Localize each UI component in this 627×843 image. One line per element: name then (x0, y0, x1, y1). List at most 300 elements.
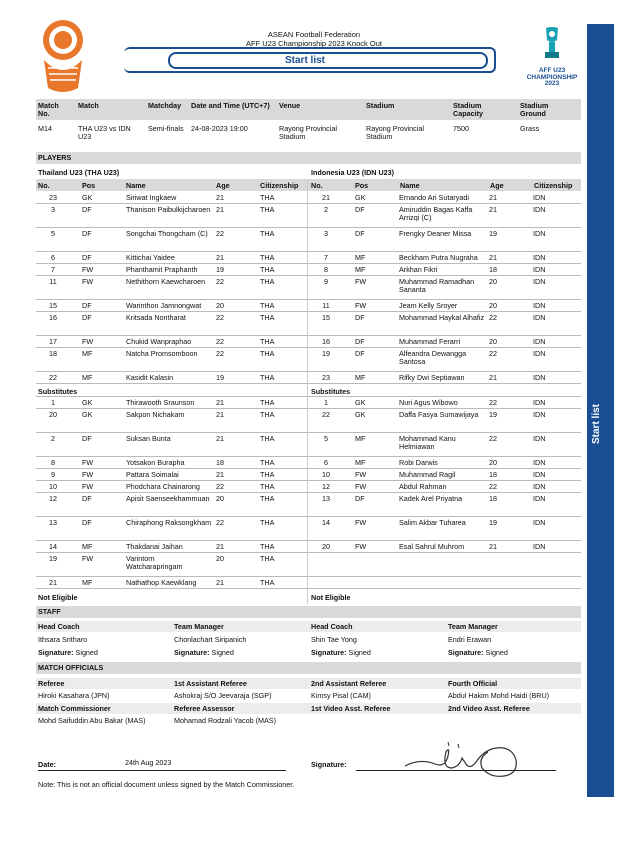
player-no: 8 (324, 265, 328, 274)
player-age: 20 (489, 277, 497, 286)
player-cit: THA (260, 265, 275, 274)
player-name: Frengky Deaner Missa (399, 229, 472, 238)
player-no: 2 (324, 205, 328, 214)
player-no: 11 (322, 301, 330, 310)
player-name: Suksan Bunta (126, 434, 171, 443)
player-cit: THA (260, 253, 275, 262)
var1-label: 1st Video Asst. Referee (311, 704, 391, 713)
side-banner-label: Start list (591, 404, 602, 445)
player-age: 20 (216, 554, 224, 563)
signed-value: Signed (211, 648, 234, 657)
player-age: 21 (216, 542, 224, 551)
b-team-manager-label: Team Manager (448, 622, 498, 631)
player-cit: THA (260, 301, 275, 310)
player-age: 20 (216, 494, 224, 503)
row-divider (36, 311, 581, 312)
player-pos: MF (355, 373, 366, 382)
player-no: 5 (324, 434, 328, 443)
signature-line (356, 770, 556, 771)
a-head-coach-label: Head Coach (38, 622, 80, 631)
staff-header-bar (36, 621, 581, 632)
player-cit: THA (260, 542, 275, 551)
officials-section-bar (36, 662, 581, 674)
player-cit: THA (260, 458, 275, 467)
player-cit: IDN (533, 337, 546, 346)
player-age: 19 (216, 373, 224, 382)
row-divider (36, 396, 581, 397)
player-pos: DF (355, 494, 365, 503)
player-name: Nuri Agus Wibowo (399, 398, 458, 407)
player-age: 18 (216, 458, 224, 467)
val-stadium: Rayong Provincial Stadium (366, 124, 424, 141)
player-age: 21 (489, 373, 497, 382)
col-header-citizenship: Citizenship (260, 181, 299, 190)
player-cit: IDN (533, 458, 546, 467)
player-no: 13 (322, 494, 330, 503)
player-pos: MF (82, 578, 93, 587)
player-age: 21 (216, 253, 224, 262)
player-no: 1 (51, 398, 55, 407)
player-cit: IDN (533, 313, 546, 322)
player-no: 7 (324, 253, 328, 262)
player-age: 20 (489, 337, 497, 346)
player-age: 19 (489, 518, 497, 527)
player-pos: FW (82, 470, 94, 479)
player-no: 20 (322, 542, 330, 551)
player-name: Nethithorn Kaewcharoen (126, 277, 206, 286)
player-age: 22 (489, 313, 497, 322)
player-pos: DF (355, 313, 365, 322)
player-no: 20 (49, 410, 57, 419)
player-no: 22 (322, 410, 330, 419)
team-a-substitutes-label: Substitutes (38, 387, 78, 396)
player-pos: MF (82, 542, 93, 551)
player-age: 21 (489, 205, 497, 214)
commissioner-label: Match Commissioner (38, 704, 111, 713)
player-name: Phanthamit Praphanth (126, 265, 198, 274)
player-age: 18 (489, 265, 497, 274)
player-name: Phodchara Chainarong (126, 482, 200, 491)
player-cit: IDN (533, 205, 546, 214)
player-age: 21 (216, 205, 224, 214)
val-datetime: 24-08-2023 19:00 (191, 124, 248, 133)
logo-line-1: AFF U23 (538, 67, 566, 74)
player-no: 3 (324, 229, 328, 238)
player-cit: THA (260, 205, 275, 214)
player-no: 15 (322, 313, 330, 322)
player-pos: DF (82, 253, 92, 262)
player-age: 21 (216, 434, 224, 443)
player-no: 8 (51, 458, 55, 467)
player-cit: IDN (533, 542, 546, 551)
trophy-icon (524, 26, 580, 66)
player-pos: GK (355, 398, 366, 407)
val-match: THA U23 vs IDN U23 (78, 124, 131, 141)
signature-label: Signature: (448, 648, 484, 657)
player-name: Jeam Kelly Sroyer (399, 301, 458, 310)
player-pos: MF (355, 458, 366, 467)
b-team-manager: Endri Erawan (448, 635, 492, 644)
player-pos: GK (355, 193, 366, 202)
val-matchday: Semi-finals (148, 124, 184, 133)
col-header-citizenship: Citizenship (534, 181, 573, 190)
aff-logo (38, 18, 88, 96)
b-manager-signature (448, 649, 508, 657)
player-age: 22 (216, 337, 224, 346)
b-coach-signature (311, 649, 371, 657)
player-no: 23 (49, 193, 57, 202)
player-name: Siriwat Ingkaew (126, 193, 177, 202)
a-team-manager: Chonlachart Siripanich (174, 635, 247, 644)
player-age: 22 (489, 482, 497, 491)
player-no: 14 (49, 542, 57, 551)
player-pos: DF (355, 229, 365, 238)
player-no: 19 (49, 554, 57, 563)
player-name: Kittichai Yaidee (126, 253, 175, 262)
player-name: Ernando Ari Sutaryadi (399, 193, 469, 202)
player-pos: FW (82, 554, 94, 563)
player-pos: DF (82, 205, 92, 214)
player-no: 2 (51, 434, 55, 443)
player-no: 6 (324, 458, 328, 467)
player-name: Thirawooth Sraunson (126, 398, 195, 407)
player-name: Muhammad Ragil (399, 470, 456, 479)
player-age: 19 (216, 265, 224, 274)
player-name: Yotsakon Burapha (126, 458, 185, 467)
player-cit: IDN (533, 398, 546, 407)
player-pos: DF (82, 518, 92, 527)
a-head-coach: Ithsara Sritharo (38, 635, 88, 644)
header-org-block (200, 30, 428, 48)
ar2-label: 2nd Assistant Referee (311, 679, 387, 688)
assessor: Mohamad Rodzali Yacob (MAS) (174, 716, 276, 725)
date-line (38, 770, 286, 771)
player-cit: THA (260, 277, 275, 286)
col-header-pos: Pos (82, 181, 96, 190)
player-pos: FW (82, 482, 94, 491)
staff-section-bar (36, 606, 581, 618)
player-pos: GK (82, 193, 93, 202)
player-name: Thakdanai Jaihan (126, 542, 183, 551)
date-label: Date: (38, 760, 56, 769)
player-cit: IDN (533, 349, 546, 358)
player-pos: MF (82, 373, 93, 382)
player-no: 19 (322, 349, 330, 358)
val-capacity: 7500 (453, 124, 469, 133)
player-name: Warinthon Jamnongwat (126, 301, 202, 310)
player-age: 22 (216, 277, 224, 286)
player-no: 10 (322, 470, 330, 479)
player-no: 10 (49, 482, 57, 491)
hdr-match: Match (78, 101, 99, 110)
player-age: 19 (489, 229, 497, 238)
player-cit: THA (260, 494, 275, 503)
player-pos: MF (355, 265, 366, 274)
player-cit: THA (260, 578, 275, 587)
player-no: 15 (49, 301, 57, 310)
player-cit: THA (260, 482, 275, 491)
a-coach-signature (38, 649, 98, 657)
row-divider (36, 371, 581, 372)
row-divider (36, 227, 581, 228)
team-separator (307, 179, 308, 604)
player-no: 22 (49, 373, 57, 382)
player-age: 20 (489, 458, 497, 467)
player-name: Varintorn Watcharapringam (126, 554, 183, 571)
player-cit: IDN (533, 373, 546, 382)
player-age: 21 (216, 410, 224, 419)
player-pos: FW (82, 458, 94, 467)
team-b-name: Indonesia U23 (IDN U23) (311, 168, 395, 177)
var2-label: 2nd Video Asst. Referee (448, 704, 530, 713)
player-cit: IDN (533, 253, 546, 262)
col-header-no: No. (311, 181, 323, 190)
col-header-age: Age (216, 181, 230, 190)
ar2: Kimsy Pisal (CAM) (311, 691, 371, 700)
player-age: 21 (216, 578, 224, 587)
a-manager-signature (174, 649, 234, 657)
player-name: Esal Sahrul Muhrom (399, 542, 465, 551)
player-cit: THA (260, 373, 275, 382)
player-no: 1 (324, 398, 328, 407)
row-divider (36, 552, 581, 553)
player-pos: DF (82, 494, 92, 503)
player-pos: FW (82, 337, 94, 346)
player-no: 16 (49, 313, 57, 322)
team-b-substitutes-label: Substitutes (311, 387, 351, 396)
player-cit: IDN (533, 494, 546, 503)
players-label: PLAYERS (38, 153, 72, 162)
player-name: Robi Darwis (399, 458, 438, 467)
player-no: 3 (51, 205, 55, 214)
commissioner-signature (400, 738, 530, 784)
row-divider (36, 275, 581, 276)
header-competition: AFF U23 Championship 2023 Knock Out (246, 39, 382, 48)
player-age: 21 (489, 542, 497, 551)
row-divider (36, 516, 581, 517)
fourth-official: Abdul Hakim Mohd Haidi (BRU) (448, 691, 550, 700)
signature-label: Signature: (311, 648, 347, 657)
row-divider (36, 299, 581, 300)
hdr-datetime: Date and Time (UTC+7) (191, 101, 270, 110)
player-cit: IDN (533, 470, 546, 479)
player-name: Abdul Rahman (399, 482, 447, 491)
col-header-no: No. (38, 181, 50, 190)
team-b-not-eligible-label: Not Eligible (311, 593, 351, 602)
player-name: Rifky Dwi Septiawan (399, 373, 465, 382)
b-head-coach-label: Head Coach (311, 622, 353, 631)
player-name: Chukid Wanpraphao (126, 337, 192, 346)
player-pos: FW (82, 277, 94, 286)
page-title: Start list (284, 55, 325, 66)
player-cit: THA (260, 434, 275, 443)
player-age: 20 (216, 301, 224, 310)
player-pos: MF (82, 349, 93, 358)
players-section-bar (36, 152, 581, 164)
hdr-matchday: Matchday (148, 101, 182, 110)
player-age: 22 (216, 349, 224, 358)
staff-label: STAFF (38, 607, 61, 616)
row-divider (36, 588, 581, 589)
player-cit: IDN (533, 265, 546, 274)
signature-label: Signature: (311, 760, 347, 769)
player-no: 18 (49, 349, 57, 358)
player-cit: THA (260, 193, 275, 202)
player-cit: THA (260, 554, 275, 563)
player-no: 21 (322, 193, 330, 202)
col-header-name: Name (126, 181, 146, 190)
b-head-coach: Shin Tae Yong (311, 635, 357, 644)
logo-line-2: CHAMPIONSHIP (526, 73, 578, 81)
player-name: Thanison Paibulkijcharoen (126, 205, 211, 214)
player-no: 12 (49, 494, 57, 503)
player-cit: THA (260, 349, 275, 358)
signed-value: Signed (485, 648, 508, 657)
player-no: 13 (49, 518, 57, 527)
player-no: 11 (49, 277, 57, 286)
val-ground: Grass (520, 124, 540, 133)
player-name: Arkhan Fikri (399, 265, 438, 274)
team-a-name: Thailand U23 (THA U23) (38, 168, 120, 177)
player-age: 18 (489, 494, 497, 503)
player-age: 22 (489, 398, 497, 407)
player-pos: DF (82, 434, 92, 443)
player-no: 6 (51, 253, 55, 262)
player-name: Muhammad Ferarri (399, 337, 461, 346)
player-name: Natcha Promsomboon (126, 349, 198, 358)
player-no: 17 (49, 337, 57, 346)
player-no: 9 (51, 470, 55, 479)
player-age: 22 (216, 229, 224, 238)
row-divider (36, 456, 581, 457)
player-age: 21 (216, 470, 224, 479)
player-age: 22 (489, 349, 497, 358)
col-header-age: Age (490, 181, 504, 190)
player-age: 21 (216, 193, 224, 202)
player-name: Amiruddin Bagas Kaffa Arrizqi (C) (399, 205, 473, 222)
team-a-not-eligible-label: Not Eligible (38, 593, 78, 602)
ar1-label: 1st Assistant Referee (174, 679, 247, 688)
player-pos: GK (82, 410, 93, 419)
player-age: 21 (216, 398, 224, 407)
player-pos: FW (355, 470, 367, 479)
row-divider (36, 251, 581, 252)
player-cit: IDN (533, 410, 546, 419)
officials-label: MATCH OFFICIALS (38, 663, 104, 672)
player-cit: IDN (533, 482, 546, 491)
hdr-stadium: Stadium (366, 101, 395, 110)
player-pos: FW (355, 277, 367, 286)
player-cit: THA (260, 518, 275, 527)
signature-label: Signature: (38, 648, 74, 657)
date-value: 24th Aug 2023 (125, 758, 172, 767)
commissioner: Mohd Saifuddin Abu Bakar (MAS) (38, 716, 146, 725)
player-cit: THA (260, 410, 275, 419)
player-name: Mohammad Haykal Alhafiz (399, 313, 485, 322)
hdr-ground: Stadium Ground (520, 101, 549, 118)
signed-value: Signed (75, 648, 98, 657)
player-pos: DF (82, 313, 92, 322)
player-pos: GK (82, 398, 93, 407)
player-name: Daffa Fasya Sumawijaya (399, 410, 479, 419)
player-no: 9 (324, 277, 328, 286)
player-no: 5 (51, 229, 55, 238)
hdr-match-no: Match No. (38, 101, 59, 118)
player-age: 19 (489, 410, 497, 419)
player-pos: FW (355, 482, 367, 491)
col-header-pos: Pos (355, 181, 369, 190)
player-age: 22 (216, 518, 224, 527)
player-cit: THA (260, 229, 275, 238)
player-name: Salim Akbar Tuharea (399, 518, 466, 527)
val-match-no: M14 (38, 124, 52, 133)
row-divider (36, 540, 581, 541)
val-venue: Rayong Provincial Stadium (279, 124, 337, 141)
fourth-label: Fourth Official (448, 679, 498, 688)
ar1: Ashokraj S/O Jeevaraja (SGP) (174, 691, 272, 700)
player-age: 21 (489, 193, 497, 202)
hdr-venue: Venue (279, 101, 301, 110)
row-divider (36, 383, 581, 384)
player-pos: DF (82, 229, 92, 238)
a-team-manager-label: Team Manager (174, 622, 224, 631)
player-name: Sakpon Nichakam (126, 410, 185, 419)
player-pos: MF (355, 434, 366, 443)
player-pos: FW (355, 518, 367, 527)
player-name: Beckham Putra Nugraha (399, 253, 478, 262)
player-cit: THA (260, 313, 275, 322)
player-pos: GK (355, 410, 366, 419)
player-pos: FW (82, 265, 94, 274)
assessor-label: Referee Assessor (174, 704, 235, 713)
player-pos: FW (355, 542, 367, 551)
officials-header-bar-1 (36, 678, 581, 689)
player-age: 22 (489, 434, 497, 443)
player-no: 12 (322, 482, 330, 491)
logo-line-3: 2023 (544, 80, 560, 87)
player-no: 14 (322, 518, 330, 527)
row-divider (36, 408, 581, 409)
player-pos: DF (82, 301, 92, 310)
player-no: 16 (322, 337, 330, 346)
player-no: 21 (49, 578, 57, 587)
row-divider (36, 480, 581, 481)
player-no: 7 (51, 265, 55, 274)
player-cit: THA (260, 337, 275, 346)
header-org: ASEAN Football Federation (267, 30, 361, 39)
player-name: Nathathop Kaewklang (126, 578, 197, 587)
player-name: Kritsada Nontharat (126, 313, 186, 322)
player-name: Mohammad Kanu Helmiawan (399, 434, 456, 451)
player-pos: DF (355, 337, 365, 346)
row-divider (36, 347, 581, 348)
row-divider (36, 263, 581, 264)
player-age: 22 (216, 313, 224, 322)
signed-value: Signed (348, 648, 371, 657)
player-name: Kasidit Kalasin (126, 373, 174, 382)
player-pos: DF (355, 205, 365, 214)
referee: Hiroki Kasahara (JPN) (38, 691, 110, 700)
footer-note: Note: This is not an official document unless signed by the Match Commissioner. (38, 780, 295, 789)
hdr-capacity: Stadium Capacity (453, 101, 483, 118)
player-name: Kadek Arel Priyatna (399, 494, 463, 503)
championship-logo (524, 26, 580, 90)
row-divider (36, 468, 581, 469)
player-cit: THA (260, 470, 275, 479)
player-age: 20 (489, 301, 497, 310)
row-divider (36, 576, 581, 577)
player-age: 18 (489, 470, 497, 479)
